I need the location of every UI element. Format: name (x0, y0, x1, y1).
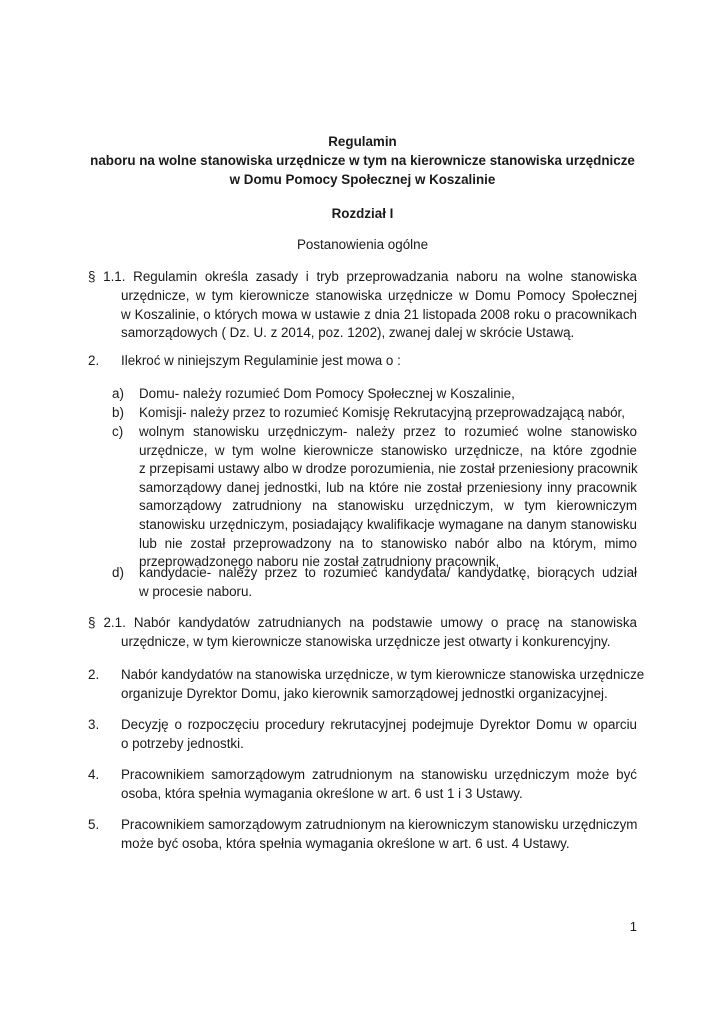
text-line: stanowisku urzędniczym, posiadający kwalifikacje wymagane na danym stanowisku (139, 516, 637, 532)
text-line: urzędnicze, w tym kierownicze stanowiska urzędnicze w Domu Pomocy Społecznej (121, 288, 637, 303)
section-1-paragraph-1 (88, 268, 637, 287)
section-1-paragraph-2: Ilekroć w niniejszym Regulaminie jest mowa o : (121, 353, 401, 368)
text-line: osoba, która spełnia wymagania określone w art. 6 ust 1 i 3 Ustawy. (121, 785, 523, 801)
document-subtitle: naboru na wolne stanowiska urzędnicze w tym na kierownicze stanowiska urzędnicze (90, 153, 635, 168)
text-line: z przepisami ustawy albo w drodze porozumienia, nie został przeniesiony pracownik (139, 461, 638, 477)
chapter-title: Rozdział I (331, 206, 394, 221)
section-1-paragraph-1-continuation (121, 287, 637, 343)
text-line: lub nie został przeprowadzony na to stanowisko nabór albo na którym, mimo (139, 535, 637, 551)
text-line: w Koszalinie, o których mowa w ustawie z dnia 21 listopada 2008 roku o pracownikach (121, 306, 637, 322)
list-item-label: d) (112, 565, 124, 580)
text-line: Komisji- należy przez to rozumieć Komisję Rekrutacyjną przeprowadzającą nabór, (139, 405, 625, 420)
list-item (139, 423, 637, 572)
text-line: Pracownikiem samorządowym zatrudnionym na stanowisku urzędniczym może być (121, 767, 637, 782)
text-line: kandydacie- należy przez to rozumieć kandydata/ kandydatkę, biorących udział (139, 565, 637, 580)
list-item-label: a) (112, 386, 124, 401)
page-number: 1 (629, 919, 637, 934)
text-line: o potrzeby jednostki. (121, 735, 244, 751)
section-2-paragraph-1 (88, 614, 637, 633)
text-line: wolnym stanowisku urzędniczym- należy przez to rozumieć wolne stanowisko (139, 424, 637, 439)
section-2-paragraph-2 (121, 666, 645, 703)
list-item-label: b) (112, 405, 124, 420)
text-line: Pracownikiem samorządowym zatrudnionym na kierowniczym stanowisku urzędniczym (121, 817, 638, 832)
text-line: może być osoba, która spełnia wymagania określone w art. 6 ust. 4 Ustawy. (121, 835, 570, 851)
section-2-paragraph-4 (121, 766, 637, 803)
chapter-subtitle: Postanowienia ogólne (296, 237, 429, 252)
list-item-label: c) (112, 424, 124, 439)
text-line: § 1.1. Regulamin określa zasady i tryb przeprowadzania naboru na wolne stanowiska (88, 269, 637, 284)
text-line: przeprowadzonego naboru nie został zatrudniony pracownik, (139, 554, 500, 570)
document-title: Regulamin (328, 134, 397, 149)
section-2-paragraph-1-continuation (121, 633, 637, 652)
paragraph-number: 3. (88, 717, 100, 732)
text-line: § 2.1. Nabór kandydatów zatrudnianych na podstawie umowy o pracę na stanowiska (88, 615, 637, 630)
text-line: w procesie naboru. (139, 583, 253, 599)
paragraph-number: 2. (88, 353, 100, 368)
text-line: samorządowy zatrudniony na stanowisku urzędniczym, w tym kierowniczym (139, 498, 637, 514)
text-line: samorządowy danej jednostki, lub na które nie został przeniesiony inny pracownik (139, 479, 637, 495)
paragraph-number: 2. (88, 667, 100, 682)
paragraph-number: 5. (88, 817, 100, 832)
text-line: urzędnicze, w tym kierownicze stanowiska urzędnicze jest otwarty i konkurencyjny. (121, 634, 611, 649)
paragraph-number: 4. (88, 767, 100, 782)
list-item (139, 564, 637, 601)
list-item (139, 385, 637, 404)
list-item (139, 404, 637, 423)
text-line: samorządowych ( Dz. U. z 2014, poz. 1202), zwanej dalej w skrócie Ustawą. (121, 325, 575, 341)
document-subtitle-location: w Domu Pomocy Społecznej w Koszalinie (229, 172, 496, 187)
section-2-paragraph-3 (121, 716, 637, 753)
text-line: Decyzję o rozpoczęciu procedury rekrutacyjnej podejmuje Dyrektor Domu w oparciu (121, 717, 637, 732)
text-line: Domu- należy rozumieć Dom Pomocy Społecznej w Koszalinie, (139, 386, 515, 401)
text-line: organizuje Dyrektor Domu, jako kierownik samorządowej jednostki organizacyjnej. (121, 685, 608, 701)
section-2-paragraph-5 (121, 816, 637, 853)
text-line: Nabór kandydatów na stanowiska urzędnicze, w tym kierownicze stanowiska urzędnicze (121, 667, 645, 682)
text-line: urzędnicze, w tym wolne kierownicze stanowisko urzędnicze, na które zgodnie (139, 442, 637, 458)
